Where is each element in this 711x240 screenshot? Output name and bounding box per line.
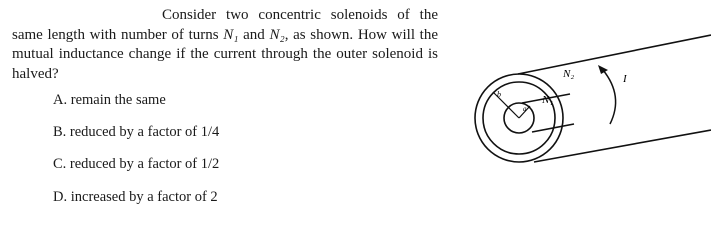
option-d[interactable] [53, 189, 218, 206]
current-arrow-icon [598, 65, 608, 74]
solenoid-figure [470, 30, 711, 180]
option-b[interactable] [53, 124, 219, 141]
n1-symbol: N₁ [223, 26, 239, 43]
option-text: reduced by a factor of 1/4 [69, 124, 220, 140]
option-letter: A. [53, 92, 68, 108]
option-c[interactable] [53, 156, 219, 173]
label-current: I [623, 73, 627, 85]
outer-solenoid-top-edge [518, 35, 711, 74]
question-and: and [238, 26, 270, 43]
question-text [12, 6, 438, 84]
label-a: a [523, 105, 527, 113]
n2-symbol: N₂ [269, 26, 285, 43]
option-a[interactable] [53, 92, 166, 109]
option-letter: D. [53, 189, 68, 205]
question-rest: , as shown. How will the mutual inductance change if the current through the outer solenoid is halved? [12, 26, 438, 82]
current-arc [603, 70, 616, 124]
option-text: increased by a factor of 2 [70, 189, 218, 205]
option-text: remain the same [70, 92, 166, 108]
outer-solenoid-bottom-edge [534, 130, 711, 162]
question-intro: Consider two concentric solenoids of the same length with number of turns [12, 7, 438, 43]
label-n1: N₁ [542, 94, 554, 106]
option-text: reduced by a factor of 1/2 [69, 156, 220, 172]
option-letter: B. [53, 124, 67, 140]
option-letter: C. [53, 156, 67, 172]
label-n2: N₂ [563, 68, 575, 80]
label-b: b [497, 90, 501, 99]
